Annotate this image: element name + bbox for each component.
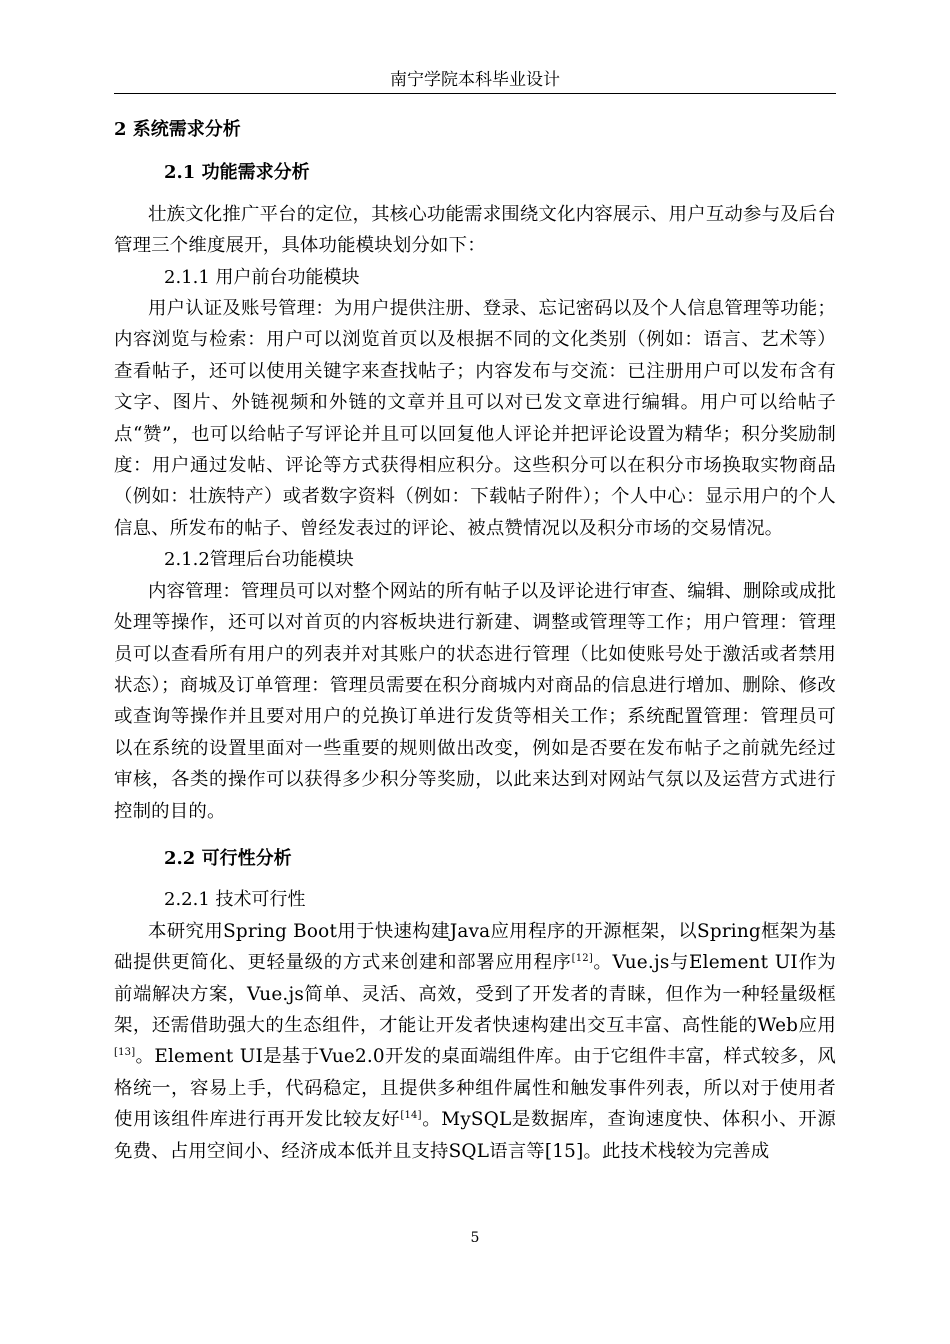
text-segment: 。MySQL是数据库，查询速度快、体积小、开源免费、占用空间小、经济成本低并且支持SQL语言等[15]。此技术栈较为完善成 [114, 1109, 836, 1162]
subsection-2-1-2-text: 内容管理：管理员可以对整个网站的所有帖子以及评论进行审查、编辑、删除或成批处理等操作，还可以对首页的内容板块进行新建、调整或管理等工作；用户管理：管理员可以查看所有用户的列表并对其账户的状态进行管理（比如使账号处于激活或者禁用状态）；商城及订单管理：管理员需要在积分商城内对商品的信息进行增加、删除、修改或查询等操作并且要对用户的兑换订单进行发货等相关工作；系统配置管理：管理员可以在系统的设置里面对一些重要的规则做出改变，例如是否要在发布帖子之前就先经过审核，各类的操作可以获得多少积分等奖励，以此来达到对网站气氛以及运营方式进行控制的目的。 [114, 580, 836, 822]
subsection-heading-2-2-1: 2.2.1 技术可行性 [164, 889, 306, 911]
page-number: 5 [470, 1230, 480, 1246]
section-heading-2-1: 2.1 功能需求分析 [164, 162, 310, 184]
page-body [114, 112, 836, 1167]
text-segment: 。Vue.js与Element UI作为前端解决方案，Vue.js简单、灵活、高效，受到了开发者的青睐，但作为一种轻量级框架，还需借助强大的生态组件，才能让开发者快速构建出交互丰富、高性能的Web应用 [114, 952, 836, 1036]
section-2-1-intro: 壮族文化推广平台的定位，其核心功能需求围绕文化内容展示、用户互动参与及后台管理三个维度展开，具体功能模块划分如下： [114, 203, 836, 257]
subsection-heading-2-1-1: 2.1.1 用户前台功能模块 [164, 266, 360, 288]
header-rule [114, 93, 836, 94]
text-segment: 。Element UI是基于Vue2.0开发的桌面端组件库。由于它组件丰富，样式较多，风格统一，容易上手，代码稳定，且提供多种组件属性和触发事件列表，所以对于使用者使用该组件库进行再开发比较友好 [114, 1046, 836, 1131]
chapter-heading: 2 系统需求分析 [114, 119, 241, 140]
section-gap [114, 827, 836, 843]
section-heading-2-2: 2.2 可行性分析 [164, 847, 292, 869]
running-header: 南宁学院本科毕业设计 [390, 70, 560, 90]
citation-ref: [12] [571, 953, 593, 965]
subsection-2-1-1-text: 用户认证及账号管理：为用户提供注册、登录、忘记密码以及个人信息管理等功能；内容浏览与检索：用户可以浏览首页以及根据不同的文化类别（例如：语言、艺术等）查看帖子，还可以使用关键字来查找帖子；内容发布与交流：已注册用户可以发布含有文字、图片、外链视频和外链的文章并且可以对已发文章进行编辑。用户可以给帖子点“赞”，也可以给帖子写评论并且可以回复他人评论并把评论设置为精华；积分奖励制度：用户通过发帖、评论等方式获得相应积分。这些积分可以在积分市场换取实物商品（例如：壮族特产）或者数字资料（例如：下载帖子附件）；个人中心：显示用户的个人信息、所发布的帖子、曾经发表过的评论、被点赞情况以及积分市场的交易情况。 [114, 298, 836, 539]
subsection-2-2-1-text [114, 916, 836, 1167]
citation-ref: [13] [114, 1047, 136, 1059]
citation-ref: [14] [400, 1110, 422, 1122]
subsection-heading-2-1-2: 2.1.2管理后台功能模块 [164, 549, 354, 571]
text-segment: 本研究用Spring Boot用于快速构建Java应用程序的开源框架，以Spring框架为基础提供更简化、更轻量级的方式来创建和部署应用程序 [114, 920, 836, 974]
